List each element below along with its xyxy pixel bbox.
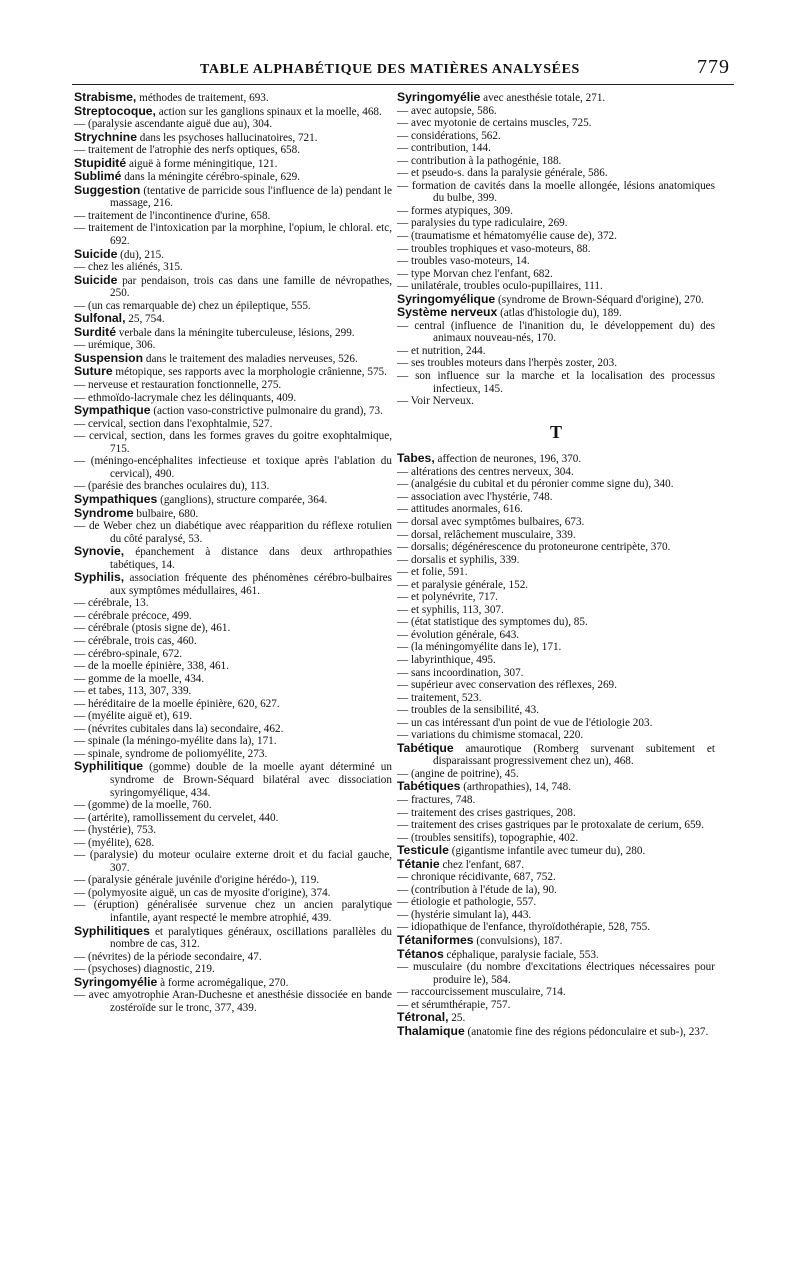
entry-text: — traitement de l'intoxication par la morphine, l'opium, le chloral. etc, 692. <box>74 222 392 248</box>
entry-text: — (parésie des branches oculaires du), 113. <box>74 480 270 493</box>
index-entry <box>397 142 715 155</box>
left-column <box>74 91 392 1014</box>
entry-text: — et folie, 591. <box>397 566 468 579</box>
entry-text: — (analgésie du cubital et du péronier comme signe du), 340. <box>397 478 674 491</box>
entry-text: — (paralysie ascendante aiguë due au), 304. <box>74 118 273 131</box>
entries-t <box>397 452 715 1038</box>
index-entry <box>74 635 392 648</box>
entry-text: — et nutrition, 244. <box>397 344 486 357</box>
entry-text: — étiologie et pathologie, 557. <box>397 896 537 909</box>
entry-text: — dorsal, relâchement musculaire, 339. <box>397 528 576 541</box>
entry-text: — variations du chimisme stomacal, 220. <box>397 729 584 742</box>
index-entry <box>74 105 392 119</box>
entry-text: — musculaire (du nombre d'excitations électriques nécessaires pour produire le), 584. <box>397 961 715 986</box>
entry-text: — spinale, syndrome de poliomyélite, 273. <box>74 747 268 760</box>
index-entry <box>397 320 715 345</box>
index-entry <box>74 824 392 837</box>
index-entry <box>397 704 715 717</box>
index-entry <box>397 255 715 268</box>
index-entry <box>397 478 715 491</box>
entry-headword: Tétanie <box>397 856 440 871</box>
index-entry <box>397 205 715 218</box>
index-entry <box>397 345 715 358</box>
index-entry <box>74 660 392 673</box>
index-entry <box>397 357 715 370</box>
index-entry <box>74 352 392 366</box>
entry-text: — ses troubles moteurs dans l'herpès zoster, 203. <box>397 357 617 370</box>
index-entry <box>74 597 392 610</box>
entry-text: — et pseudo-s. dans la paralysie générale, 586. <box>397 167 608 180</box>
entry-text: action sur les ganglions spinaux et la moelle, 468. <box>158 105 382 118</box>
index-entry <box>397 105 715 118</box>
entry-headword: Syringomyélique <box>397 291 496 306</box>
index-entry <box>74 210 392 223</box>
index-entry <box>397 243 715 256</box>
entry-text: — (myélite), 628. <box>74 836 155 849</box>
page-number: 779 <box>697 56 730 78</box>
entry-headword: Suspension <box>74 350 144 365</box>
entry-text: — un cas intéressant d'un point de vue de l'étiologie 203. <box>397 716 653 729</box>
entry-text: — unilatérale, troubles oculo-pupillaires, 111. <box>397 280 603 293</box>
index-entry <box>74 520 392 545</box>
index-entry <box>74 989 392 1014</box>
index-entry <box>74 735 392 748</box>
index-entry <box>74 430 392 455</box>
index-entry <box>397 692 715 705</box>
index-entry <box>74 404 392 418</box>
entry-text: chez l'enfant, 687. <box>442 858 525 871</box>
entry-text: (syndrome de Brown-Séquard d'origine), 270. <box>498 293 704 306</box>
entry-text: — (psychoses) diagnostic, 219. <box>74 963 215 976</box>
index-entry <box>74 379 392 392</box>
index-entry <box>74 274 392 300</box>
entry-text: — formes atypiques, 309. <box>397 204 513 217</box>
entry-text: — fractures, 748. <box>397 793 476 806</box>
index-entry <box>397 742 715 768</box>
entry-text: — cérébrale précoce, 499. <box>74 609 192 622</box>
entry-text: — cérébro-spinale, 672. <box>74 647 183 660</box>
entry-text: — cérébrale (ptosis signe de), 461. <box>74 622 231 635</box>
entry-text: — (méningo-encéphalites infectieuse et toxique après l'ablation du cervical), 490. <box>74 455 392 480</box>
entry-text: — troubles de la sensibilité, 43. <box>397 704 539 717</box>
index-entry <box>74 723 392 736</box>
entry-text: — attitudes anormales, 616. <box>397 503 523 516</box>
entry-text: dans le traitement des maladies nerveuses, 526. <box>145 352 358 365</box>
entry-text: — troubles trophiques et vaso-moteurs, 88. <box>397 242 591 255</box>
index-entry <box>397 807 715 820</box>
entry-headword: Sulfonal, <box>74 311 126 326</box>
index-entry <box>74 157 392 171</box>
entry-text: — (troubles sensitifs), topographie, 402. <box>397 831 579 844</box>
entry-text: — contribution, 144. <box>397 142 491 155</box>
entry-text: — (polymyosite aiguë, un cas de myosite d'origine), 374. <box>74 886 331 899</box>
entry-text: (ganglions), structure comparée, 364. <box>160 493 328 506</box>
index-entry <box>397 167 715 180</box>
index-entry <box>397 370 715 395</box>
entry-text: — évolution générale, 643. <box>397 628 520 641</box>
index-entry <box>397 871 715 884</box>
index-entry <box>74 545 392 571</box>
index-entry <box>397 667 715 680</box>
entry-text: — Voir Nerveux. <box>397 395 474 408</box>
entry-text: — considérations, 562. <box>397 129 501 142</box>
index-entry <box>74 837 392 850</box>
entry-text: — (contribution à l'étude de la), 90. <box>397 883 557 896</box>
index-entry <box>74 874 392 887</box>
entry-text: aiguë à forme méningitique, 121. <box>128 157 278 170</box>
index-entry <box>74 507 392 521</box>
entry-text: — troubles vaso-moteurs, 14. <box>397 255 530 268</box>
entry-text: — traitement des crises gastriques, 208. <box>397 806 576 819</box>
entry-text: — labyrinthique, 495. <box>397 653 496 666</box>
index-entry <box>397 579 715 592</box>
entry-text: — avec amyotrophie Aran-Duchesne et anesthésie dissociée en bande zostéroïde sur le tronc, 377, 439. <box>74 989 392 1014</box>
entry-text: par pendaison, trois cas dans une famille de névropathes, 250. <box>110 274 393 300</box>
index-entry <box>397 896 715 909</box>
index-entry <box>397 566 715 579</box>
index-entry <box>74 710 392 723</box>
entry-text: — urémique, 306. <box>74 339 156 352</box>
index-entry <box>397 1025 715 1039</box>
index-entry <box>397 629 715 642</box>
entry-text: affection de neurones, 196, 370. <box>437 453 582 466</box>
entry-headword: Syringomyélie <box>397 90 481 104</box>
index-entry <box>397 909 715 922</box>
entry-text: — avec autopsie, 586. <box>397 104 497 117</box>
entry-text: — (traumatisme et hématomyélie cause de), 372. <box>397 230 617 243</box>
entry-text: — (névrites) de la période secondaire, 47. <box>74 950 262 963</box>
index-entry <box>397 516 715 529</box>
entry-text: (gomme) double de la moelle ayant déterminé un syndrome de Brown-Séquard bilatéral avec dissociation syringomyélique, 434. <box>110 761 392 799</box>
section-letter: T <box>549 421 562 442</box>
entry-headword: Stupidité <box>74 155 127 170</box>
index-entry <box>74 685 392 698</box>
entry-headword: Syndrome <box>74 505 134 520</box>
entry-text: — paralysies du type radiculaire, 269. <box>397 217 568 230</box>
entry-text: (anatomie fine des régions pédonculaire et sub-), 237. <box>467 1025 709 1038</box>
index-entry <box>397 948 715 962</box>
right-column <box>397 91 715 1038</box>
entry-text: dans les psychoses hallucinatoires, 721. <box>139 131 318 144</box>
entry-text: céphalique, paralysie faciale, 553. <box>446 948 599 961</box>
entry-headword: Tétronal, <box>397 1010 449 1025</box>
entry-headword: Sublimé <box>74 169 122 184</box>
index-entry <box>74 610 392 623</box>
entry-headword: Tétaniformes <box>397 933 474 947</box>
index-entry <box>74 799 392 812</box>
index-entry <box>74 312 392 326</box>
entry-text: — sans incoordination, 307. <box>397 666 524 679</box>
entry-headword: Suicide <box>74 272 118 287</box>
entry-text: — et syphilis, 113, 307. <box>397 603 504 616</box>
index-entry <box>397 180 715 205</box>
entry-text: — dorsal avec symptômes bulbaires, 673. <box>397 515 585 528</box>
index-entry <box>74 887 392 900</box>
entry-text: (atlas d'histologie du), 189. <box>500 307 622 320</box>
entry-text: — (hystérie), 753. <box>74 824 157 837</box>
index-entry <box>397 91 715 105</box>
entry-headword: Suggestion <box>74 182 141 197</box>
entry-text: — (paralysie générale juvénile d'origine hérédo-), 119. <box>74 874 320 887</box>
index-entry <box>74 673 392 686</box>
entry-text: et paralytiques généraux, oscillations parallèles du nombre de cas, 312. <box>110 925 393 951</box>
entry-text: — et tabes, 113, 307, 339. <box>74 685 192 698</box>
index-entry <box>397 819 715 832</box>
entry-headword: Tabes, <box>397 451 435 466</box>
entry-headword: Surdité <box>74 324 116 339</box>
entry-text: — traitement de l'incontinence d'urine, 658. <box>74 209 271 222</box>
entry-headword: Syphilitique <box>74 759 144 774</box>
entry-text: — (hystérie simulant la), 443. <box>397 908 532 921</box>
index-entry <box>74 365 392 379</box>
entry-text: épanchement à distance dans deux arthropathies tabétiques, 14. <box>110 546 393 571</box>
entry-text: — cérébrale, trois cas, 460. <box>74 634 197 647</box>
entry-text: — formation de cavités dans la moelle allongée, lésions anatomiques du bulbe, 399. <box>397 179 715 205</box>
index-entry <box>74 899 392 924</box>
entry-text: — idiopathique de l'enfance, thyroïdothérapie, 528, 755. <box>397 921 651 934</box>
entry-text: — (artérite), ramollissement du cervelet, 440. <box>74 811 279 824</box>
index-entry <box>74 849 392 874</box>
index-entry <box>397 934 715 948</box>
entry-text: — chez les aliénés, 315. <box>74 261 183 274</box>
entry-text: dans la méningite cérébro-spinale, 629. <box>124 171 301 184</box>
index-entry <box>74 418 392 431</box>
index-entry <box>397 858 715 872</box>
entry-text: amaurotique (Romberg survenant subitement et disparaissant progressivement chez un), 468. <box>433 742 715 768</box>
entry-headword: Syphilis, <box>74 570 125 585</box>
index-entry <box>74 571 392 597</box>
entry-text: — (la méningomyélite dans le), 171. <box>397 641 562 654</box>
index-entry <box>74 760 392 799</box>
index-entry <box>397 961 715 986</box>
index-entry <box>397 293 715 307</box>
index-entry <box>74 326 392 340</box>
entry-text: (tentative de parricide sous l'influence de la) pendant le massage, 216. <box>110 184 393 210</box>
entry-text: — spinale (la méningo-myélite dans la), 171. <box>74 735 277 748</box>
entry-headword: Thalamique <box>397 1023 465 1038</box>
entry-text: — altérations des centres nerveux, 304. <box>397 465 574 478</box>
index-entry <box>397 844 715 858</box>
entry-text: — héréditaire de la moelle épinière, 620, 627. <box>74 697 280 710</box>
entry-text: métopique, ses rapports avec la morphologie crânienne, 575. <box>115 366 387 379</box>
index-entry <box>397 217 715 230</box>
entry-headword: Suicide <box>74 246 118 261</box>
index-entry <box>397 491 715 504</box>
entry-text: — supérieur avec conservation des réflexes, 269. <box>397 679 617 692</box>
index-entry <box>397 117 715 130</box>
entry-text: association fréquente des phénomènes cérébro-bulbaires aux symptômes médullaires, 461. <box>110 572 393 597</box>
index-entry <box>397 986 715 999</box>
index-entry <box>397 717 715 730</box>
entry-headword: Tabétique <box>397 740 454 755</box>
entry-text: — chronique récidivante, 687, 752. <box>397 871 556 884</box>
index-entry <box>74 976 392 990</box>
index-entry <box>74 648 392 661</box>
entry-text: — son influence sur la marche et la localisation des processus infectieux, 145. <box>397 370 715 395</box>
entry-headword: Système nerveux <box>397 305 498 320</box>
entry-text: — cervical, section, dans les formes graves du goitre exophtalmique, 715. <box>74 430 392 455</box>
entry-headword: Streptocoque, <box>74 103 156 118</box>
entry-text: avec anesthésie totale, 271. <box>483 92 606 104</box>
index-entry <box>74 455 392 480</box>
index-entry <box>74 622 392 635</box>
index-entry <box>397 529 715 542</box>
index-entry <box>74 261 392 274</box>
index-entry <box>397 268 715 281</box>
index-entry <box>397 452 715 466</box>
entry-headword: Syringomyélie <box>74 974 158 989</box>
entries-s-continued <box>397 91 715 408</box>
entry-text: — nerveuse et restauration fonctionnelle, 275. <box>74 379 282 392</box>
index-entry <box>74 184 392 210</box>
entry-text: — (un cas remarquable de) chez un épileptique, 555. <box>74 299 311 312</box>
index-entry <box>397 641 715 654</box>
entry-text: (arthropathies), 14, 748. <box>463 781 572 794</box>
index-entry <box>74 925 392 951</box>
entry-text: — traitement de l'atrophie des nerfs optiques, 658. <box>74 144 301 157</box>
header-rule <box>72 84 734 85</box>
entry-text: verbale dans la méningite tuberculeuse, lésions, 299. <box>118 326 355 339</box>
entry-text: — avec myotonie de certains muscles, 725. <box>397 117 592 130</box>
index-entry <box>397 780 715 794</box>
entry-text: — dorsalis; dégénérescence du protoneurone centripète, 370. <box>397 541 671 554</box>
entry-headword: Testicule <box>397 843 449 858</box>
entry-text: — contribution à la pathogénie, 188. <box>397 154 562 167</box>
entry-headword: Syphilitiques <box>74 923 150 938</box>
index-entry <box>397 230 715 243</box>
entry-text: — cérébrale, 13. <box>74 597 149 610</box>
entry-text: — et sérumthérapie, 757. <box>397 998 511 1011</box>
index-entry <box>397 616 715 629</box>
entry-headword: Synovie, <box>74 544 125 559</box>
entry-text: — ethmoïdo-lacrymale chez les délinquants, 409. <box>74 391 297 404</box>
entry-text: — dorsalis et syphilis, 339. <box>397 553 520 566</box>
entry-text: — raccourcissement musculaire, 714. <box>397 986 566 999</box>
entry-text: — de la moelle épinière, 338, 461. <box>74 660 230 673</box>
index-entry <box>397 155 715 168</box>
entry-text: — et paralysie générale, 152. <box>397 578 529 591</box>
index-entry <box>397 884 715 897</box>
entry-text: (gigantisme infantile avec tumeur du), 280. <box>451 845 646 858</box>
index-entry <box>397 1011 715 1025</box>
entry-headword: Tétanos <box>397 946 444 961</box>
entry-headword: Suture <box>74 364 113 379</box>
index-entry <box>397 541 715 554</box>
entry-text: (du), 215. <box>120 248 164 261</box>
entry-text: (convulsions), 187. <box>476 935 563 947</box>
entry-text: (action vaso-constrictive pulmonaire du grand), 73. <box>153 405 383 418</box>
page-header <box>70 56 730 82</box>
index-entry <box>74 131 392 145</box>
index-entry <box>74 170 392 184</box>
index-entry <box>74 91 392 105</box>
entry-text: — association avec l'hystérie, 748. <box>397 490 553 503</box>
entry-text: — (éruption) généralisée survenue chez un ancien paralytique infantile, ayant respecté le membre atrophié, 439. <box>74 899 392 924</box>
index-entry <box>397 466 715 479</box>
index-entry <box>74 812 392 825</box>
index-entry <box>397 554 715 567</box>
entry-text: 25. <box>451 1012 466 1025</box>
running-title: TABLE ALPHABÉTIQUE DES MATIÈRES ANALYSÉES <box>200 62 580 77</box>
index-entry <box>397 794 715 807</box>
index-entry <box>74 951 392 964</box>
index-entry <box>74 698 392 711</box>
entry-text: — (myélite aiguë et), 619. <box>74 710 193 723</box>
entry-text: — central (influence de l'inanition du, le développement du) des animaux nouveau-nés, 170. <box>397 319 715 345</box>
entry-text: 25, 754. <box>128 313 165 326</box>
entry-headword: Strabisme, <box>74 90 137 104</box>
entry-text: — (état statistique des symptomes du), 85. <box>397 616 588 629</box>
index-entry <box>397 395 715 408</box>
index-entry <box>397 604 715 617</box>
entry-text: — (paralysie) du moteur oculaire externe droit et du facial gauche, 307. <box>74 849 392 874</box>
entry-text: bulbaire, 680. <box>136 507 199 520</box>
index-entry <box>74 222 392 247</box>
entry-text: — cervical, section dans l'exophtalmie, 527. <box>74 417 273 430</box>
entry-text: — (angine de poitrine), 45. <box>397 767 519 780</box>
entry-headword: Sympathique <box>74 403 151 418</box>
entry-text: — traitement, 523. <box>397 691 482 704</box>
index-entry <box>74 493 392 507</box>
entry-text: — (gomme) de la moelle, 760. <box>74 799 212 812</box>
entry-text: — (névrites cubitales dans la) secondaire, 462. <box>74 722 284 735</box>
entry-text: méthodes de traitement, 693. <box>139 92 269 104</box>
index-entry <box>397 503 715 516</box>
entry-headword: Tabétiques <box>397 779 461 794</box>
index-entry <box>397 654 715 667</box>
entry-headword: Strychnine <box>74 129 137 144</box>
index-entry <box>397 591 715 604</box>
entry-text: — traitement des crises gastriques par le protoxalate de cerium, 659. <box>397 819 704 832</box>
entry-headword: Sympathiques <box>74 491 158 506</box>
index-entry <box>397 130 715 143</box>
index-entry <box>74 248 392 262</box>
entry-text: — et polynévrite, 717. <box>397 591 498 604</box>
index-entry <box>397 679 715 692</box>
entry-text: — type Morvan chez l'enfant, 682. <box>397 267 553 280</box>
entry-text: — gomme de la moelle, 434. <box>74 672 205 685</box>
index-entry <box>397 306 715 320</box>
entry-text: — de Weber chez un diabétique avec réapparition du réflexe rotulien du côté paralysé, 53. <box>74 520 392 545</box>
entry-text: à forme acromégalique, 270. <box>160 976 289 989</box>
